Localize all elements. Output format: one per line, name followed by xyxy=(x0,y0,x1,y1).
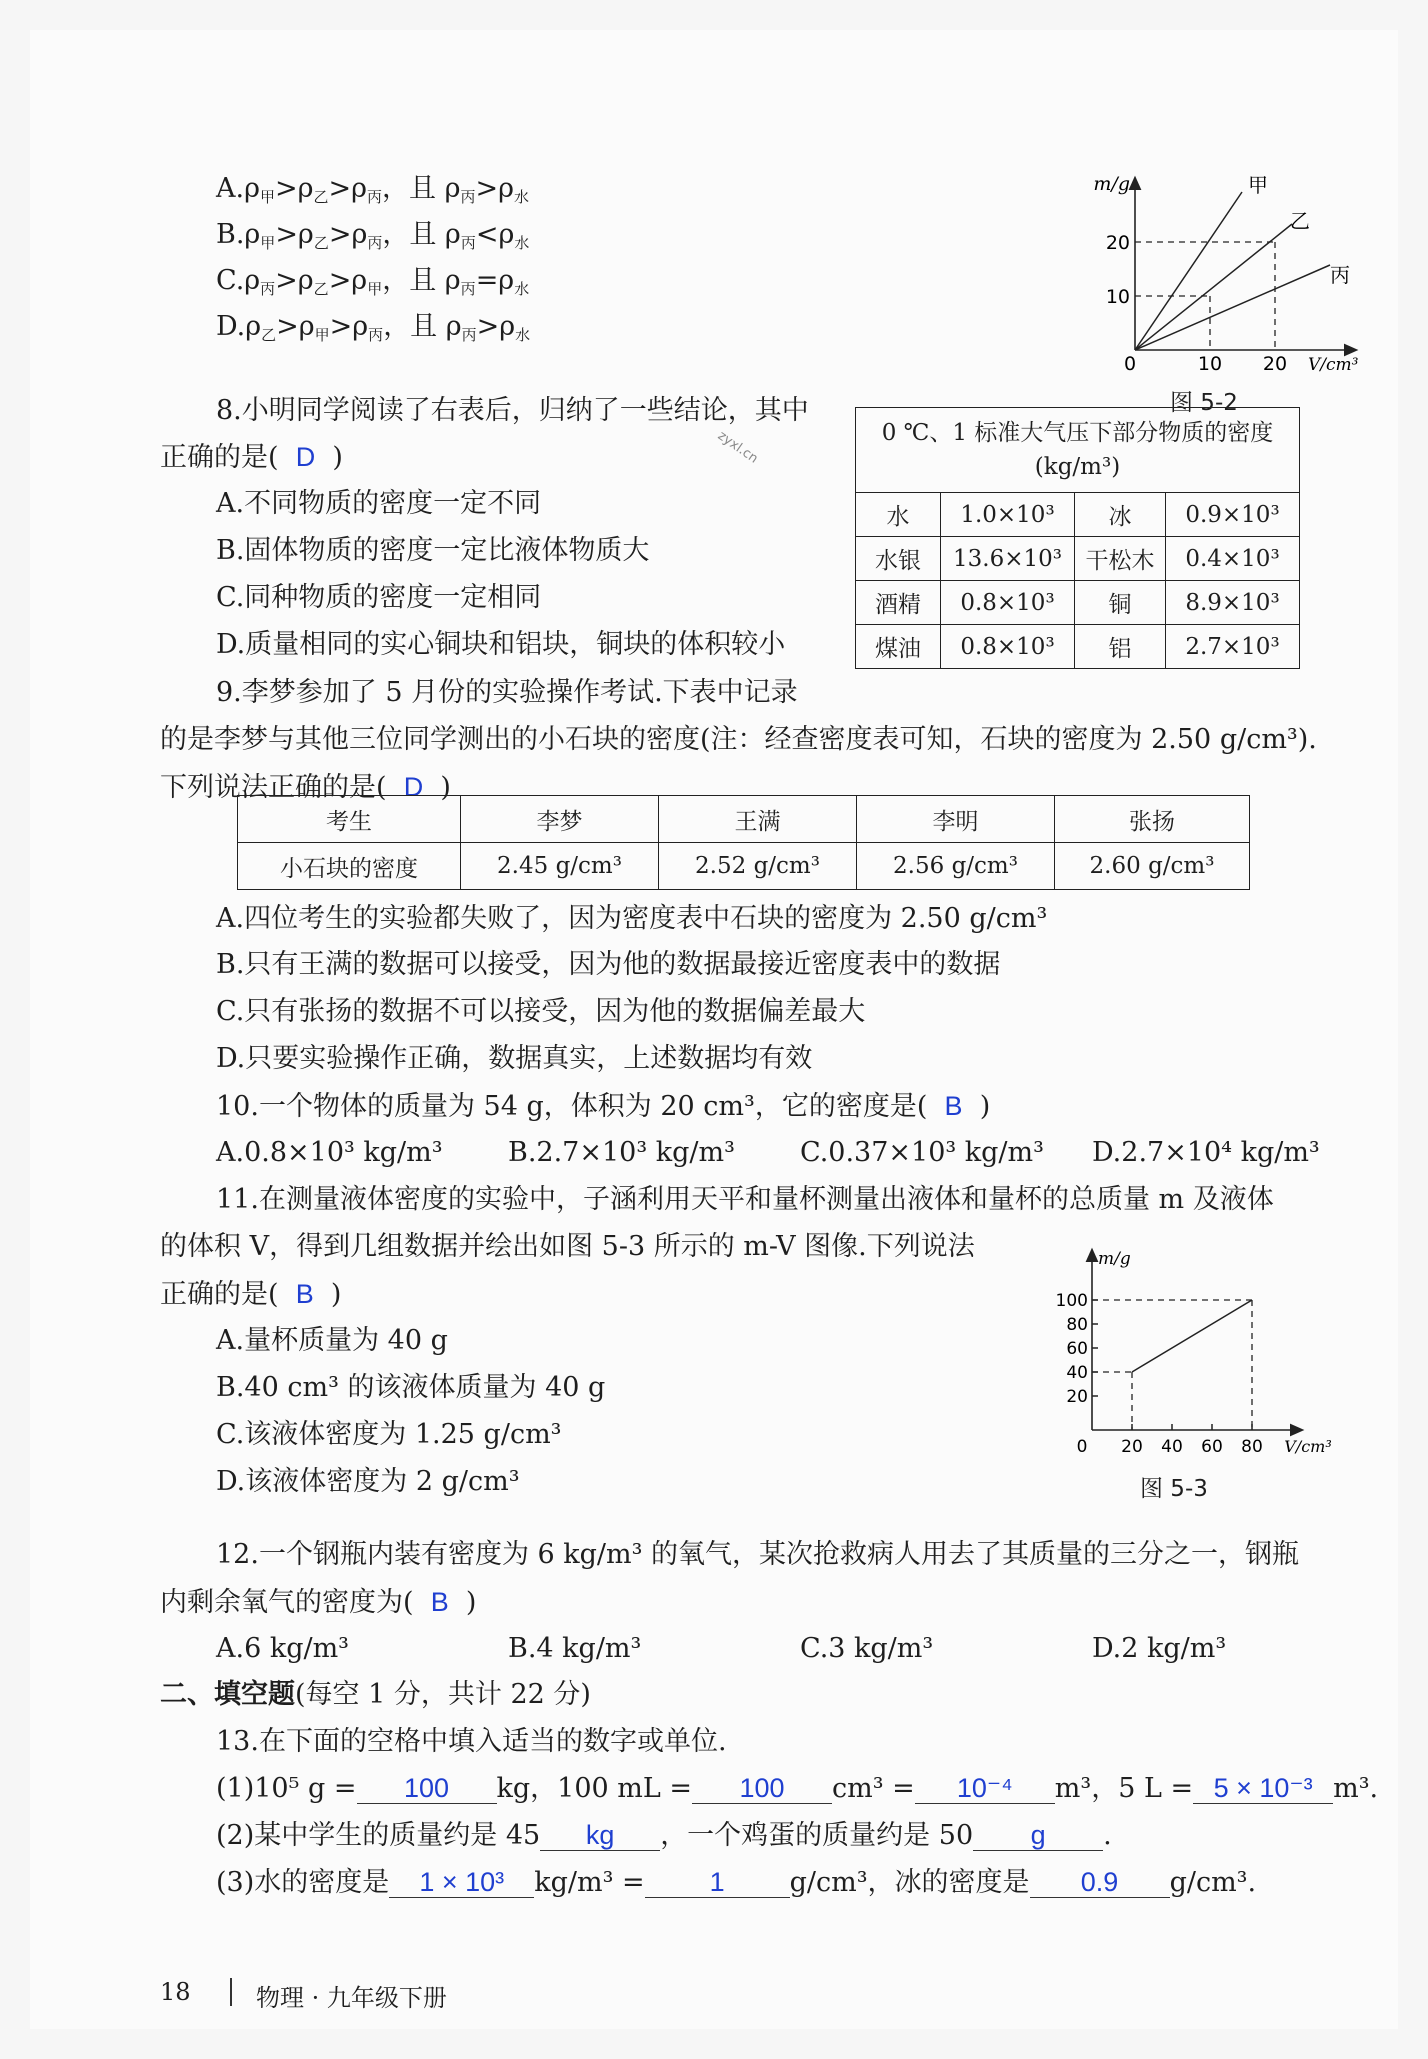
q13-part-1: (1)10⁵ g = 100 kg，100 mL = 100 cm³ = 10⁻⁴ m³，5 L = 5 × 10⁻³ m³. xyxy=(216,1773,1379,1804)
y-axis-label: m/g xyxy=(1098,1249,1131,1269)
q9-option-b: B.只有王满的数据可以接受，因为他的数据最接近密度表中的数据 xyxy=(216,949,1001,980)
label-jia: 甲 xyxy=(1248,173,1268,197)
q10-option-b: B.2.7×10³ kg/m³ xyxy=(508,1137,735,1168)
q11-option-d: D.该液体密度为 2 g/cm³ xyxy=(216,1466,520,1497)
page xyxy=(30,30,1398,2029)
y-tick: 100 xyxy=(1055,1291,1088,1311)
q12-stem-line2: 内剩余氧气的密度为( B ) xyxy=(160,1587,477,1618)
y-tick: 10 xyxy=(1105,286,1130,308)
q13-part-3: (3)水的密度是 1 × 10³ kg/m³ = 1 g/cm³，冰的密度是 0.9 g/cm³. xyxy=(216,1867,1257,1898)
blank-1[interactable]: 100 xyxy=(357,1773,497,1804)
y-tick: 20 xyxy=(1066,1387,1088,1407)
table-title: 0 ℃、1 标准大气压下部分物质的密度 xyxy=(881,420,1274,446)
table-row: 煤油 0.8×10³ 铝 2.7×10³ xyxy=(856,625,1300,669)
q7-option-d: $D.\rho_乙>\rho_甲>\rho_丙$，且 $\rho_丙>\rho_水$ xyxy=(216,311,531,344)
q9-stem: 9.李梦参加了 5 月份的实验操作考试.下表中记录 xyxy=(216,677,798,708)
x-tick: 20 xyxy=(1121,1437,1143,1457)
table-row: 酒精 0.8×10³ 铜 8.9×10³ xyxy=(856,581,1300,625)
stone-density-table xyxy=(237,795,1250,890)
blank-6[interactable]: g xyxy=(973,1820,1103,1851)
q12-option-c: C.3 kg/m³ xyxy=(800,1633,934,1664)
figure-5-2 xyxy=(1080,170,1370,380)
y-axis-label: m/g xyxy=(1093,173,1130,195)
x-tick: 80 xyxy=(1241,1437,1263,1457)
table-row: 小石块的密度 2.45 g/cm³ 2.52 g/cm³ 2.56 g/cm³ 2.60 g/cm³ xyxy=(238,843,1250,890)
q8-option-a: A.不同物质的密度一定不同 xyxy=(216,488,542,519)
q13-part-2: (2)某中学生的质量约是 45 kg ，一个鸡蛋的质量约是 50 g . xyxy=(216,1820,1112,1851)
y-tick: 80 xyxy=(1066,1315,1088,1335)
q12-answer: B xyxy=(430,1587,449,1617)
label-yi: 乙 xyxy=(1290,209,1310,233)
x-tick: 40 xyxy=(1161,1437,1183,1457)
q10-stem: 10.一个物体的质量为 54 g，体积为 20 cm³，它的密度是( B ) xyxy=(216,1091,991,1122)
m-v-line xyxy=(1132,1300,1252,1372)
book-title: 物理 · 九年级下册 xyxy=(256,1984,447,2012)
q12-option-a: A.6 kg/m³ xyxy=(216,1633,350,1664)
line-yi xyxy=(1135,224,1292,350)
blank-5[interactable]: kg xyxy=(540,1820,660,1851)
q11-stem: 11.在测量液体密度的实验中，子涵利用天平和量杯测量出液体和量杯的总质量 m 及液体 xyxy=(216,1184,1274,1215)
figure-5-2-caption: 图 5-2 xyxy=(1170,390,1238,416)
table-header-row: 考生 李梦 王满 李明 张扬 xyxy=(238,796,1250,843)
x-tick: 10 xyxy=(1197,353,1223,375)
q8-stem-line2: 正确的是( D ) xyxy=(160,442,343,473)
x-tick: 60 xyxy=(1201,1437,1223,1457)
x-tick: 0 xyxy=(1076,1437,1088,1457)
q8-option-c: C.同种物质的密度一定相同 xyxy=(216,582,542,613)
q11-option-c: C.该液体密度为 1.25 g/cm³ xyxy=(216,1419,562,1450)
footer-divider xyxy=(230,1978,232,2006)
table-row: 水 1.0×10³ 冰 0.9×10³ xyxy=(856,493,1300,537)
section-2-heading: 二、填空题(每空 1 分，共计 22 分) xyxy=(160,1679,591,1710)
table-unit: (kg/m³) xyxy=(1034,454,1121,480)
q11-stem-line2: 的体积 V，得到几组数据并绘出如图 5-3 所示的 m-V 图像.下列说法 xyxy=(160,1231,975,1262)
q12-stem: 12.一个钢瓶内装有密度为 6 kg/m³ 的氧气，某次抢救病人用去了其质量的三分之一，钢瓶 xyxy=(216,1539,1300,1570)
q7-option-a: $A.\rho_甲>\rho_乙>\rho_丙$，且 $\rho_丙>\rho_水$ xyxy=(216,173,530,206)
blank-3[interactable]: 10⁻⁴ xyxy=(915,1773,1055,1804)
q11-stem-line3: 正确的是( B ) xyxy=(160,1279,342,1310)
q9-option-a: A.四位考生的实验都失败了，因为密度表中石块的密度为 2.50 g/cm³ xyxy=(216,903,1048,934)
x-axis-label: V/cm³ xyxy=(1308,355,1359,375)
blank-4[interactable]: 5 × 10⁻³ xyxy=(1193,1773,1333,1804)
blank-2[interactable]: 100 xyxy=(692,1773,832,1804)
y-tick: 20 xyxy=(1105,232,1130,254)
origin-label: 0 xyxy=(1123,353,1137,375)
q11-option-a: A.量杯质量为 40 g xyxy=(216,1325,448,1356)
q7-option-c: $C.\rho_丙>\rho_乙>\rho_甲$，且 $\rho_丙=\rho_水$ xyxy=(216,265,530,298)
page-number: 18 xyxy=(160,1978,191,2006)
density-table xyxy=(855,407,1300,669)
q9-answer: D xyxy=(403,772,424,802)
blank-7[interactable]: 1 × 10³ xyxy=(389,1867,534,1898)
q10-option-a: A.0.8×10³ kg/m³ xyxy=(216,1137,443,1168)
q11-answer: B xyxy=(295,1279,314,1309)
q10-option-d: D.2.7×10⁴ kg/m³ xyxy=(1092,1137,1320,1168)
q9-option-d: D.只要实验操作正确，数据真实，上述数据均有效 xyxy=(216,1043,813,1074)
q9-stem-line2: 的是李梦与其他三位同学测出的小石块的密度(注：经查密度表可知，石块的密度为 2.50 g/cm³). xyxy=(160,724,1317,755)
watermark: zyxl.cn xyxy=(714,428,761,467)
q9-stem-line3: 下列说法正确的是( D ) xyxy=(160,772,451,803)
q8-stem: 8.小明同学阅读了右表后，归纳了一些结论，其中 xyxy=(216,395,809,426)
q12-option-b: B.4 kg/m³ xyxy=(508,1633,642,1664)
q9-option-c: C.只有张扬的数据不可以接受，因为他的数据偏差最大 xyxy=(216,996,866,1027)
y-tick: 40 xyxy=(1066,1363,1088,1383)
q12-option-d: D.2 kg/m³ xyxy=(1092,1633,1227,1664)
y-tick: 60 xyxy=(1066,1339,1088,1359)
figure-5-3-caption: 图 5-3 xyxy=(1140,1476,1208,1502)
figure-5-3 xyxy=(1040,1240,1370,1460)
q8-option-d: D.质量相同的实心铜块和铝块，铜块的体积较小 xyxy=(216,629,786,660)
q10-answer: B xyxy=(944,1091,963,1121)
table-row: 水银 13.6×10³ 干松木 0.4×10³ xyxy=(856,537,1300,581)
x-axis-label: V/cm³ xyxy=(1284,1437,1332,1456)
q13-stem: 13.在下面的空格中填入适当的数字或单位. xyxy=(216,1726,727,1757)
blank-8[interactable]: 1 xyxy=(645,1867,790,1898)
label-bing: 丙 xyxy=(1330,263,1350,287)
q11-option-b: B.40 cm³ 的该液体质量为 40 g xyxy=(216,1372,606,1403)
q7-option-b: $B.\rho_甲>\rho_乙>\rho_丙$，且 $\rho_丙<\rho_水$ xyxy=(216,219,530,252)
q10-option-c: C.0.37×10³ kg/m³ xyxy=(800,1137,1044,1168)
x-tick: 20 xyxy=(1262,353,1288,375)
q8-answer: D xyxy=(295,442,316,472)
q8-option-b: B.固体物质的密度一定比液体物质大 xyxy=(216,535,650,566)
blank-9[interactable]: 0.9 xyxy=(1030,1867,1170,1898)
